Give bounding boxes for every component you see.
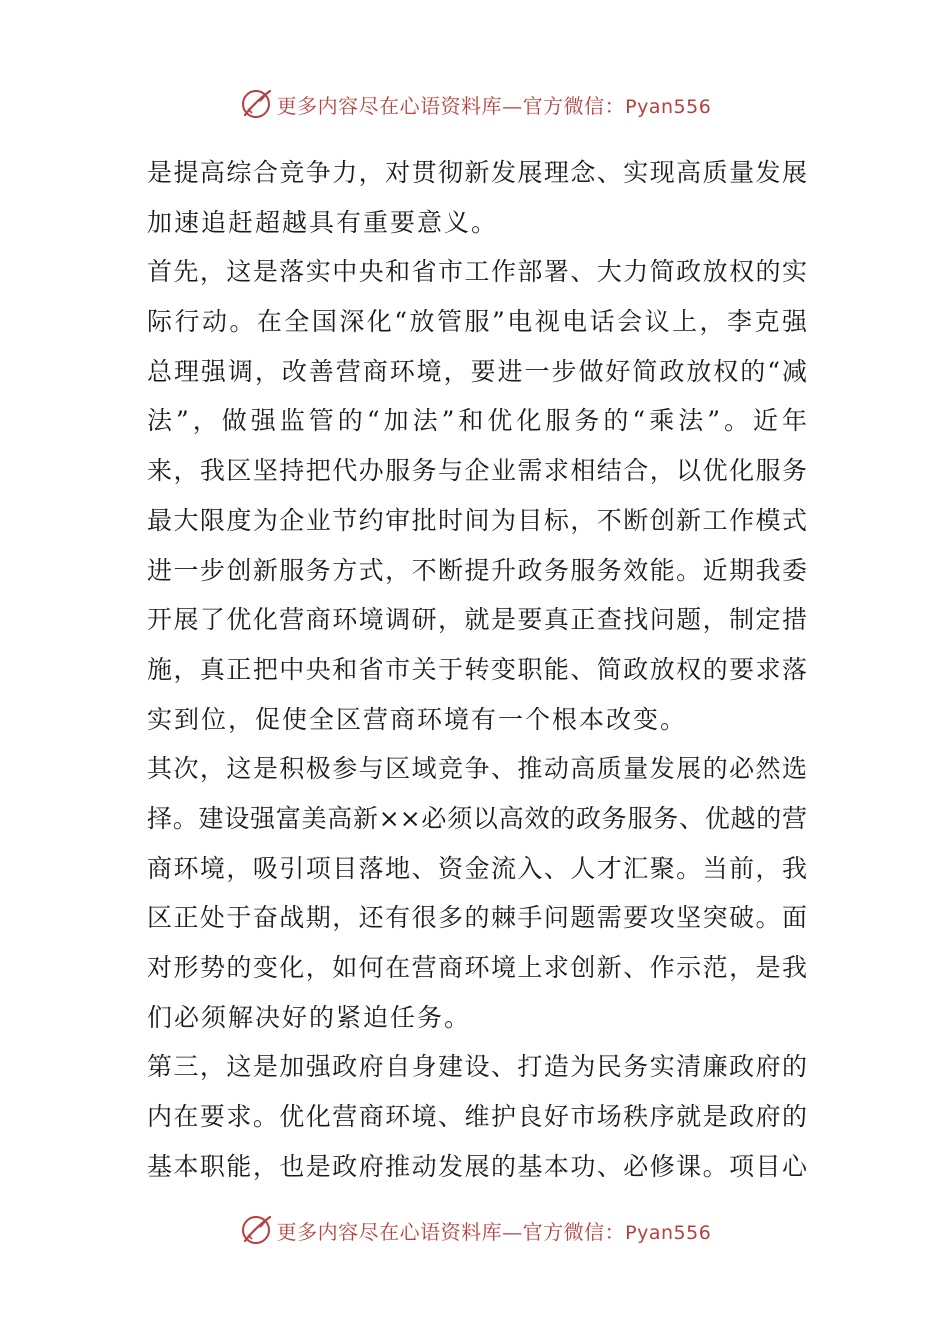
text-line: 是提高综合竞争力，对贯彻新发展理念、实现高质量发展 [147, 158, 807, 187]
text-line: 首先，这是落实中央和省市工作部署、大力简政放权的实 [147, 257, 807, 287]
watermark-site-text: 更多内容尽在心语资料库—官方微信： [276, 93, 626, 118]
text-line: 加速追赶超越具有重要意义。 [147, 207, 499, 237]
text-line: 施，真正把中央和省市关于转变职能、简政放权的要求落 [147, 654, 807, 684]
watermark-wechat-id: Pyan556 [625, 1221, 712, 1244]
document-body [147, 148, 807, 1191]
watermark-site-text: 更多内容尽在心语资料库—官方微信： [276, 1219, 626, 1244]
text-line: 基本职能，也是政府推动发展的基本功、必修课。项目心 [147, 1151, 807, 1181]
text-line: 第三，这是加强政府自身建设、打造为民务实清廉政府的 [147, 1052, 807, 1082]
text-line: 内在要求。优化营商环境、维护良好市场秩序就是政府的 [147, 1102, 807, 1132]
text-line: 开展了优化营商环境调研，就是要真正查找问题，制定措 [147, 605, 807, 635]
text-line: 法”，做强监管的“加法”和优化服务的“乘法”。近年 [147, 406, 807, 436]
text-line: 来，我区坚持把代办服务与企业需求相结合，以优化服务 [147, 456, 807, 486]
quill-logo-icon [239, 87, 273, 121]
text-line: 商环境，吸引项目落地、资金流入、人才汇聚。当前，我 [147, 853, 807, 883]
text-line: 们必须解决好的紧迫任务。 [147, 1002, 472, 1032]
quill-logo-icon [239, 1213, 273, 1247]
text-line: 际行动。在全国深化“放管服”电视电话会议上，李克强 [147, 307, 807, 337]
watermark-text [277, 90, 712, 119]
footer-watermark-banner [0, 1210, 950, 1250]
text-line: 总理强调，改善营商环境，要进一步做好简政放权的“减 [147, 356, 807, 386]
text-line: 其次，这是积极参与区域竞争、推动高质量发展的必然选 [147, 754, 807, 784]
text-line: 最大限度为企业节约审批时间为目标，不断创新工作模式 [147, 505, 807, 535]
text-line: 择。建设强富美高新××必须以高效的政务服务、优越的营 [147, 803, 807, 833]
text-line: 对形势的变化，如何在营商环境上求创新、作示范，是我 [147, 953, 807, 982]
header-watermark-banner [0, 84, 950, 124]
text-line: 实到位，促使全区营商环境有一个根本改变。 [147, 704, 688, 734]
text-line: 区正处于奋战期，还有很多的棘手问题需要攻坚突破。面 [147, 903, 807, 933]
watermark-text [277, 1216, 712, 1245]
text-line: 进一步创新服务方式，不断提升政务服务效能。近期我委 [147, 555, 807, 585]
watermark-wechat-id: Pyan556 [625, 95, 712, 118]
